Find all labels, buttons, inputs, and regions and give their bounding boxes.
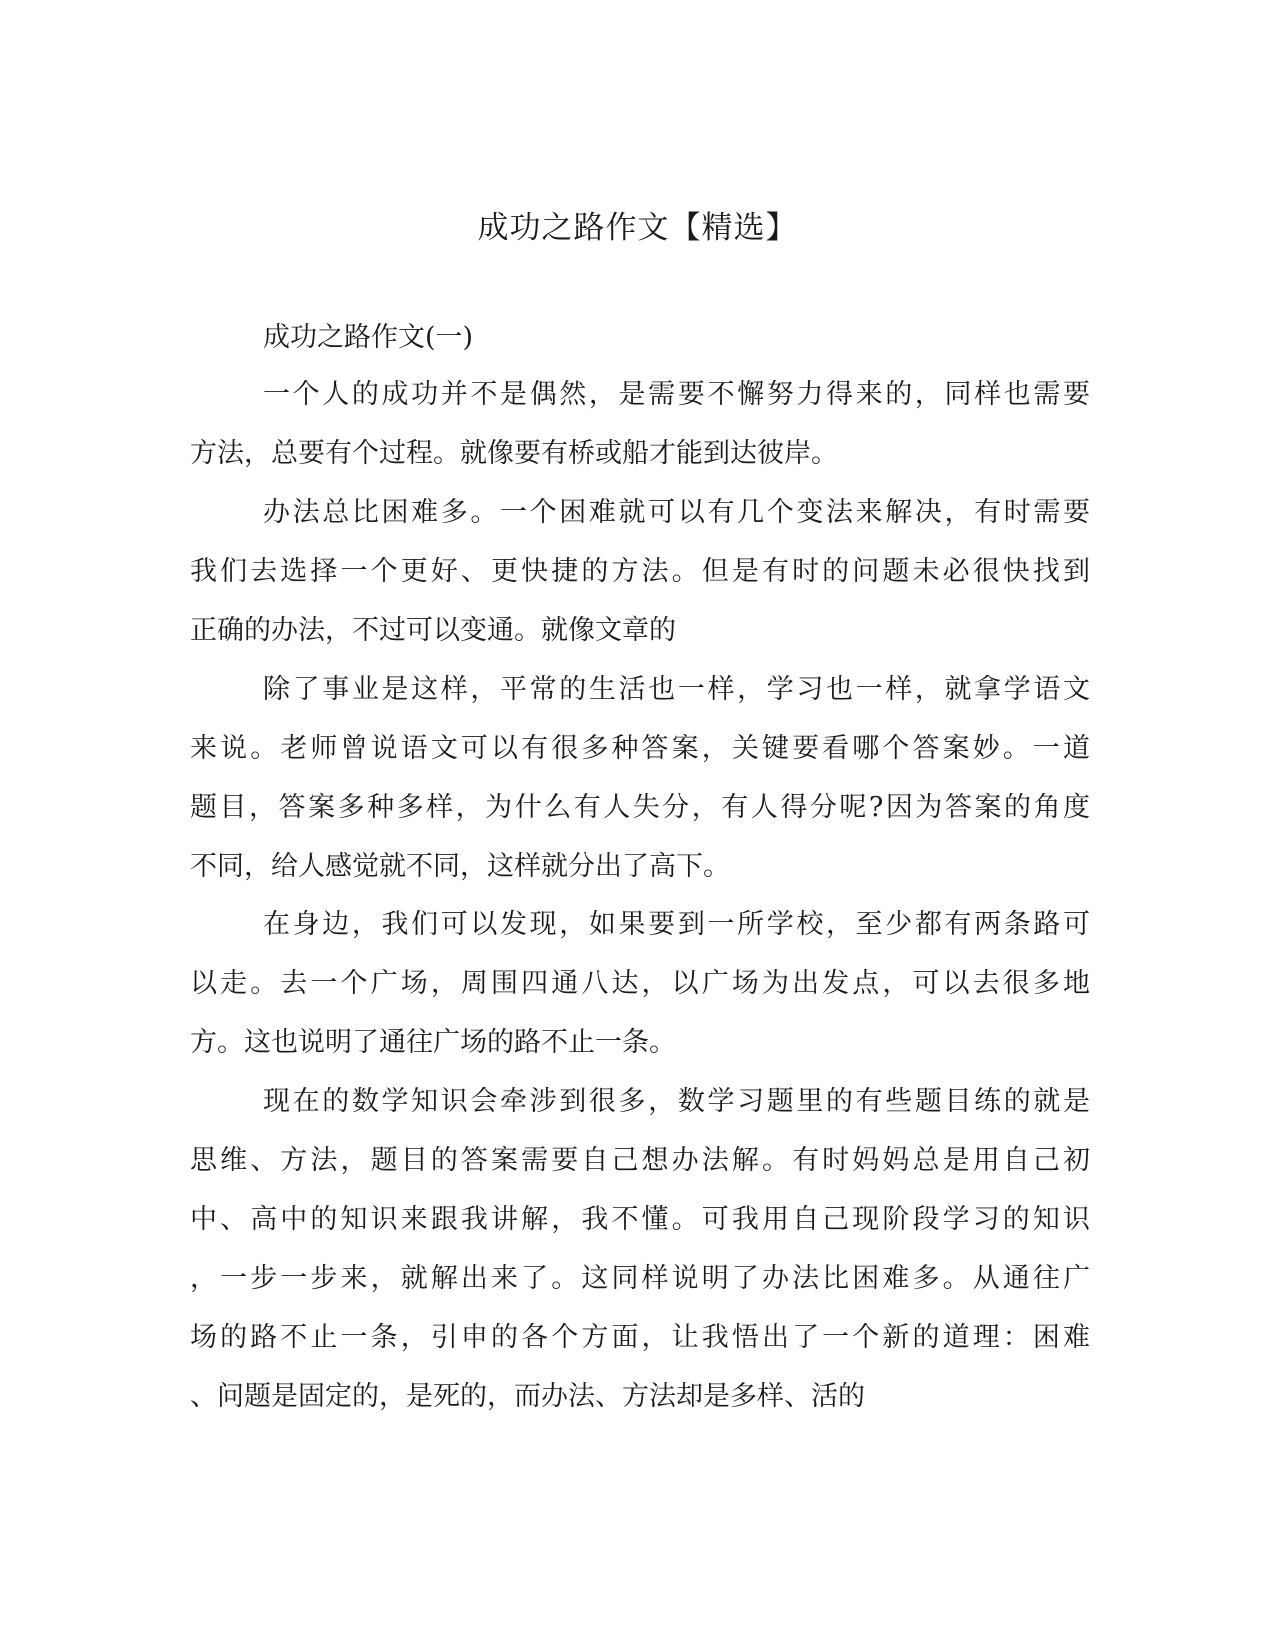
paragraph-1-line-1: 一个人的成功并不是偶然，是需要不懈努力得来的，同样也需要	[263, 379, 1090, 410]
paragraph-2-line-1: 办法总比困难多。一个困难就可以有几个变法来解决，有时需要	[263, 497, 1090, 528]
paragraph-3-line-4: 不同，给人感觉就不同，这样就分出了高下。	[190, 851, 730, 882]
section-heading: 成功之路作文(一)	[263, 322, 474, 353]
paragraph-3-line-1: 除了事业是这样，平常的生活也一样，学习也一样，就拿学语文	[263, 674, 1090, 705]
paragraph-3-line-2: 来说。老师曾说语文可以有很多种答案，关键要看哪个答案妙。一道	[190, 733, 1090, 764]
paragraph-5-line-5: 场的路不止一条，引申的各个方面，让我悟出了一个新的道理：困难	[190, 1322, 1090, 1353]
document-title: 成功之路作文【精选】	[477, 210, 798, 246]
paragraph-4-line-1: 在身边，我们可以发现，如果要到一所学校，至少都有两条路可	[263, 909, 1090, 940]
paragraph-1-line-2: 方法，总要有个过程。就像要有桥或船才能到达彼岸。	[190, 438, 838, 469]
paragraph-2-line-3: 正确的办法，不过可以变通。就像文章的	[190, 615, 676, 646]
paragraph-3-line-3: 题目，答案多种多样，为什么有人失分，有人得分呢?因为答案的角度	[190, 792, 1090, 823]
paragraph-2-line-2: 我们去选择一个更好、更快捷的方法。但是有时的问题未必很快找到	[190, 556, 1090, 587]
paragraph-5-line-4: ，一步一步来，就解出来了。这同样说明了办法比困难多。从通往广	[190, 1263, 1090, 1294]
paragraph-4-line-2: 以走。去一个广场，周围四通八达，以广场为出发点，可以去很多地	[190, 968, 1090, 999]
paragraph-5-line-3: 中、高中的知识来跟我讲解，我不懂。可我用自己现阶段学习的知识	[190, 1204, 1090, 1235]
paragraph-5-line-6: 、问题是固定的，是死的，而办法、方法却是多样、活的	[190, 1381, 865, 1412]
paragraph-5-line-1: 现在的数学知识会牵涉到很多，数学习题里的有些题目练的就是	[263, 1086, 1090, 1117]
paragraph-4-line-3: 方。这也说明了通往广场的路不止一条。	[190, 1027, 676, 1058]
paragraph-5-line-2: 思维、方法，题目的答案需要自己想办法解。有时妈妈总是用自己初	[190, 1145, 1090, 1176]
